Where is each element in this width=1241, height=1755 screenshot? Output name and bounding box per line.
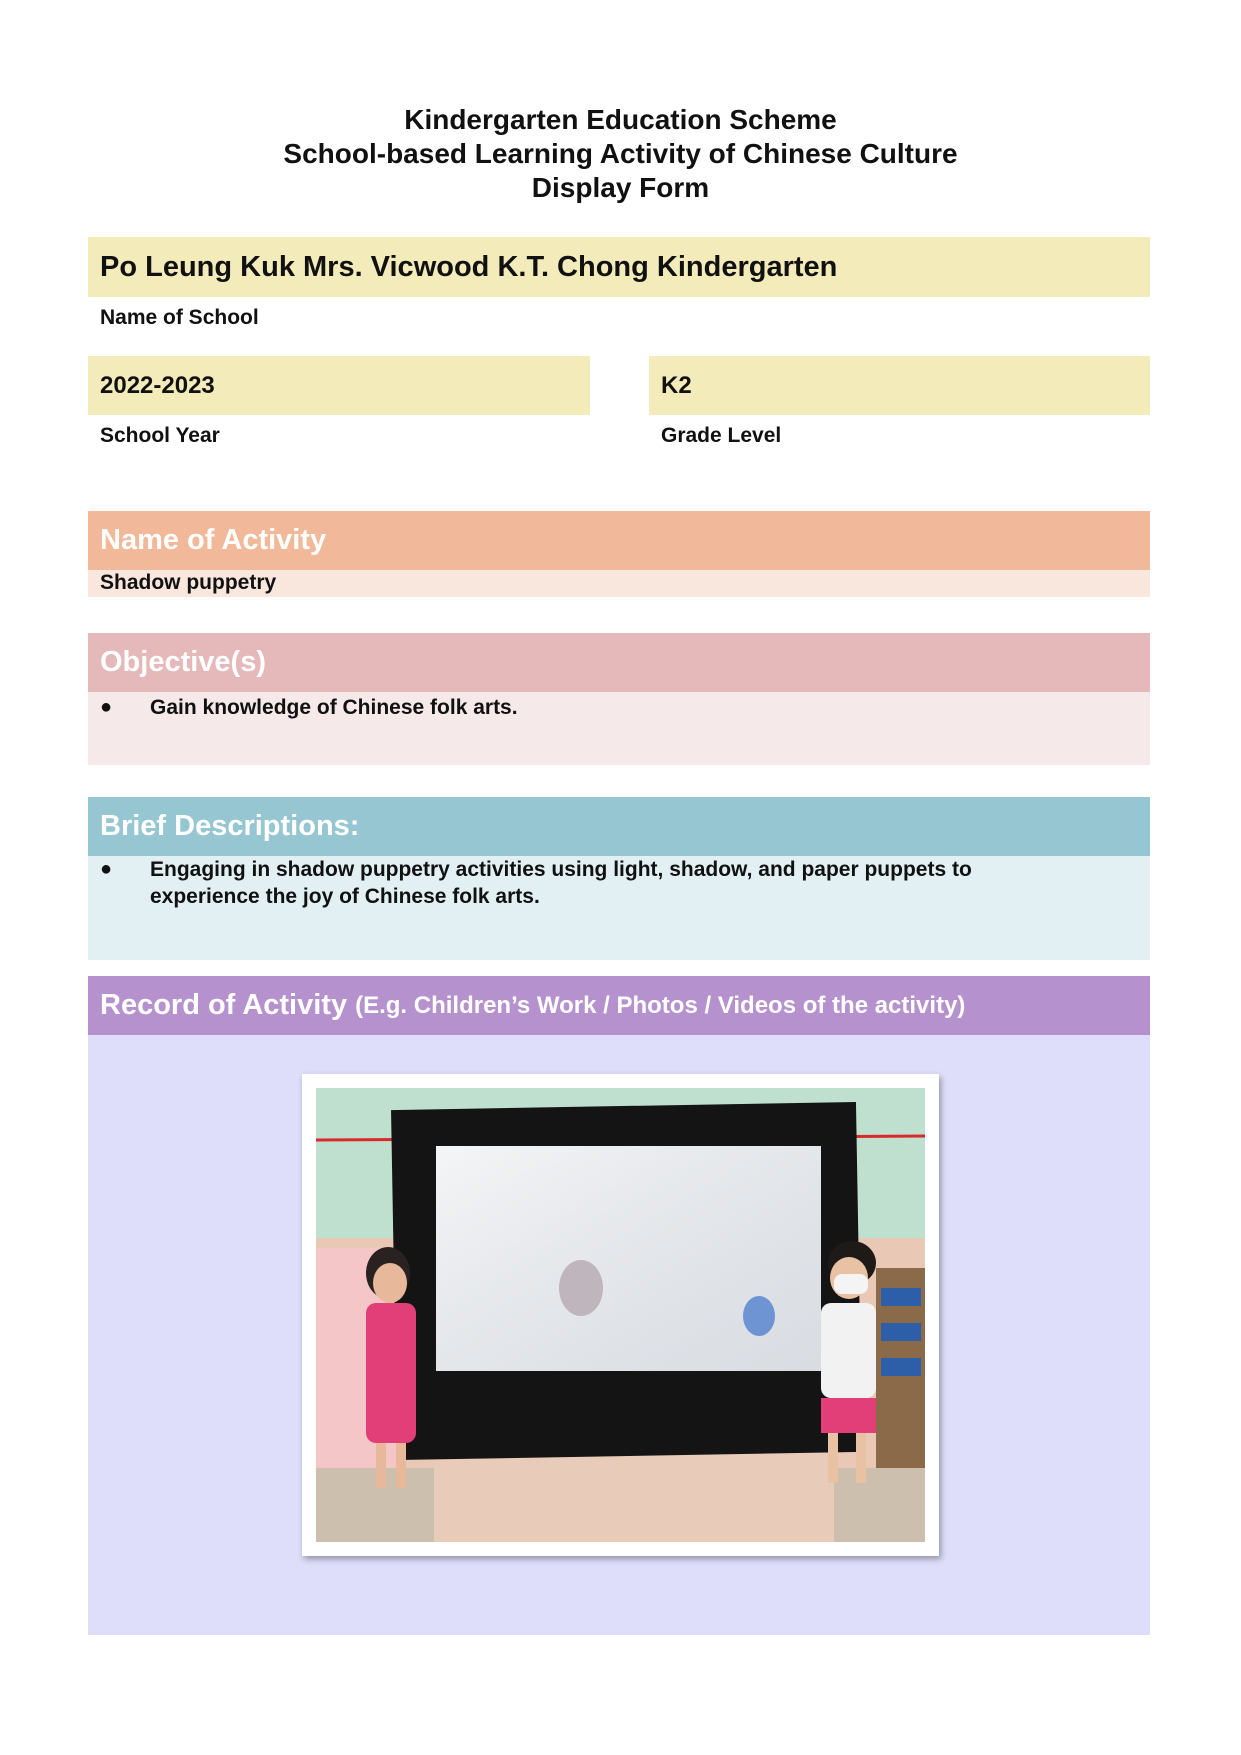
grade-level-value: K2 <box>661 371 692 399</box>
list-item <box>100 856 1080 910</box>
objectives-heading: Objective(s) <box>88 633 1150 692</box>
school-name-caption: Name of School <box>100 306 259 329</box>
grade-level-field <box>649 356 1150 415</box>
school-name-field <box>88 237 1150 297</box>
activity-photo <box>302 1074 939 1556</box>
activity-heading: Name of Activity <box>88 511 1150 570</box>
bullet-icon: ● <box>100 696 113 718</box>
bullet-icon: ● <box>100 858 113 880</box>
brief-body <box>88 856 1150 960</box>
record-heading-subtitle: (E.g. Children’s Work / Photos / Videos of the activity) <box>355 991 966 1019</box>
title-line-1: Kindergarten Education Scheme <box>404 104 837 135</box>
title-line-2: School-based Learning Activity of Chinese Culture <box>283 138 958 169</box>
title-line-3: Display Form <box>531 172 710 203</box>
brief-text: Engaging in shadow puppetry activities using light, shadow, and paper puppets to experience the joy of Chinese folk arts. <box>150 858 972 908</box>
record-heading <box>88 976 1150 1035</box>
activity-value: Shadow puppetry <box>88 570 1150 597</box>
grade-level-caption: Grade Level <box>661 424 782 447</box>
objectives-body <box>88 692 1150 765</box>
activity-photo-image <box>316 1088 925 1542</box>
list-item <box>100 694 1080 721</box>
page-title <box>0 103 1241 205</box>
school-year-caption: School Year <box>100 424 220 447</box>
school-year-field <box>88 356 590 415</box>
school-year-value: 2022-2023 <box>100 371 215 399</box>
record-heading-title: Record of Activity <box>100 989 348 1021</box>
school-name-value: Po Leung Kuk Mrs. Vicwood K.T. Chong Kindergarten <box>100 250 838 283</box>
brief-heading: Brief Descriptions: <box>88 797 1150 856</box>
objective-text: Gain knowledge of Chinese folk arts. <box>150 696 518 719</box>
